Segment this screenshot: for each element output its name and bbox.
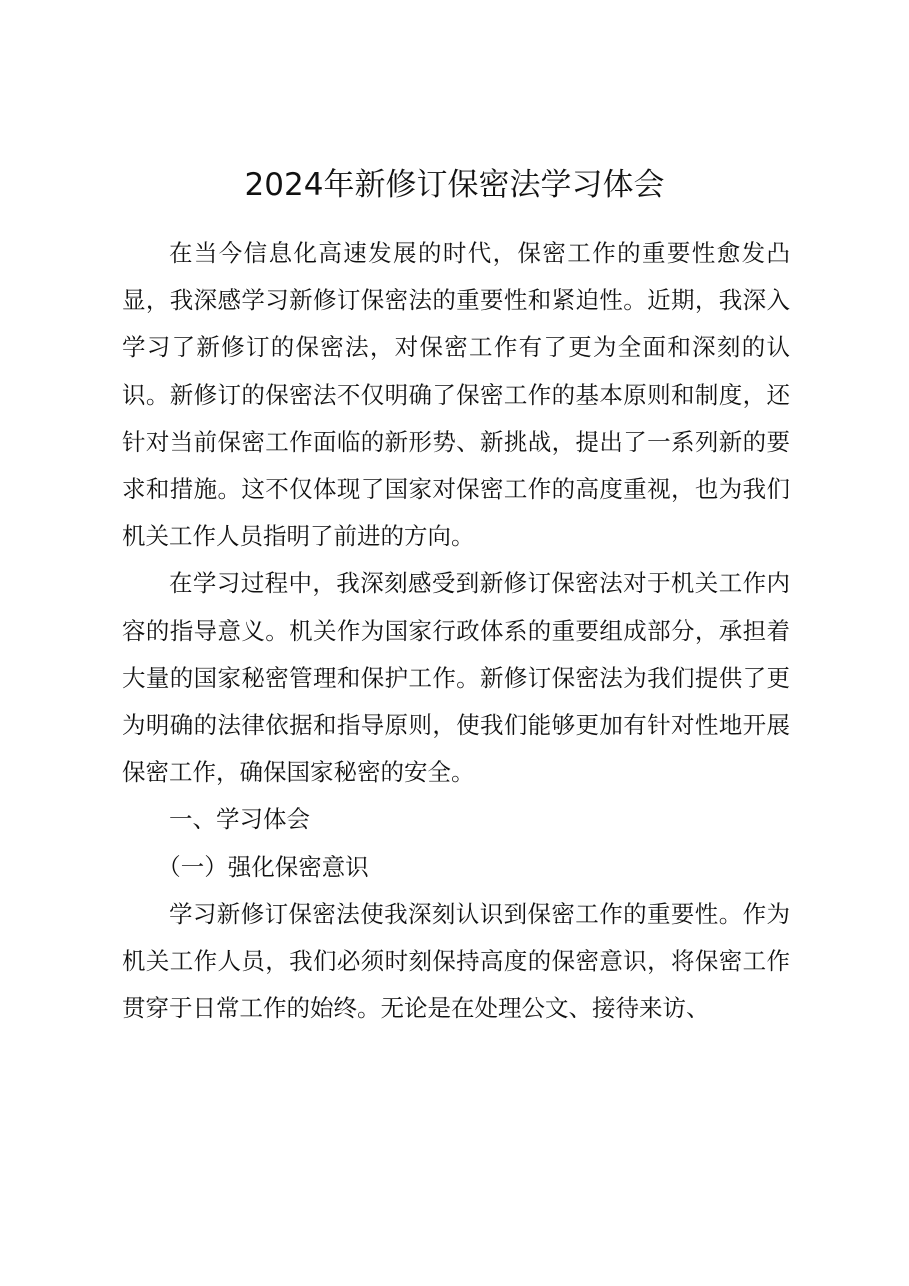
subsection-heading: （一）强化保密意识 xyxy=(157,852,369,881)
paragraph-learning-process: 在学习过程中，我深刻感受到新修订保密法对于机关工作内容的指导意义。机关作为国家行政体系的重要组成部分，承担着大量的国家秘密管理和保护工作。新修订保密法为我们提供了更为明确的法律依据和指导原则，使我们能够更加有针对性地开展保密工作，确保国家秘密的安全。 xyxy=(122,569,790,787)
paragraph-awareness: 学习新修订保密法使我深刻认识到保密工作的重要性。作为机关工作人员，我们必须时刻保持高度的保密意识，将保密工作贯穿于日常工作的始终。无论是在处理公文、接待来访、 xyxy=(122,899,790,1023)
paragraph-intro: 在当今信息化高速发展的时代，保密工作的重要性愈发凸显，我深感学习新修订保密法的重要性和紧迫性。近期，我深入学习了新修订的保密法，对保密工作有了更为全面和深刻的认识。新修订的保密法不仅明确了保密工作的基本原则和制度，还针对当前保密工作面临的新形势、新挑战，提出了一系列新的要求和措施。这不仅体现了国家对保密工作的高度重视，也为我们机关工作人员指明了前进的方向。 xyxy=(122,239,790,551)
document-title: 2024年新修订保密法学习体会 xyxy=(244,167,665,203)
section-heading: 一、学习体会 xyxy=(169,805,310,834)
document-body xyxy=(122,230,790,1032)
